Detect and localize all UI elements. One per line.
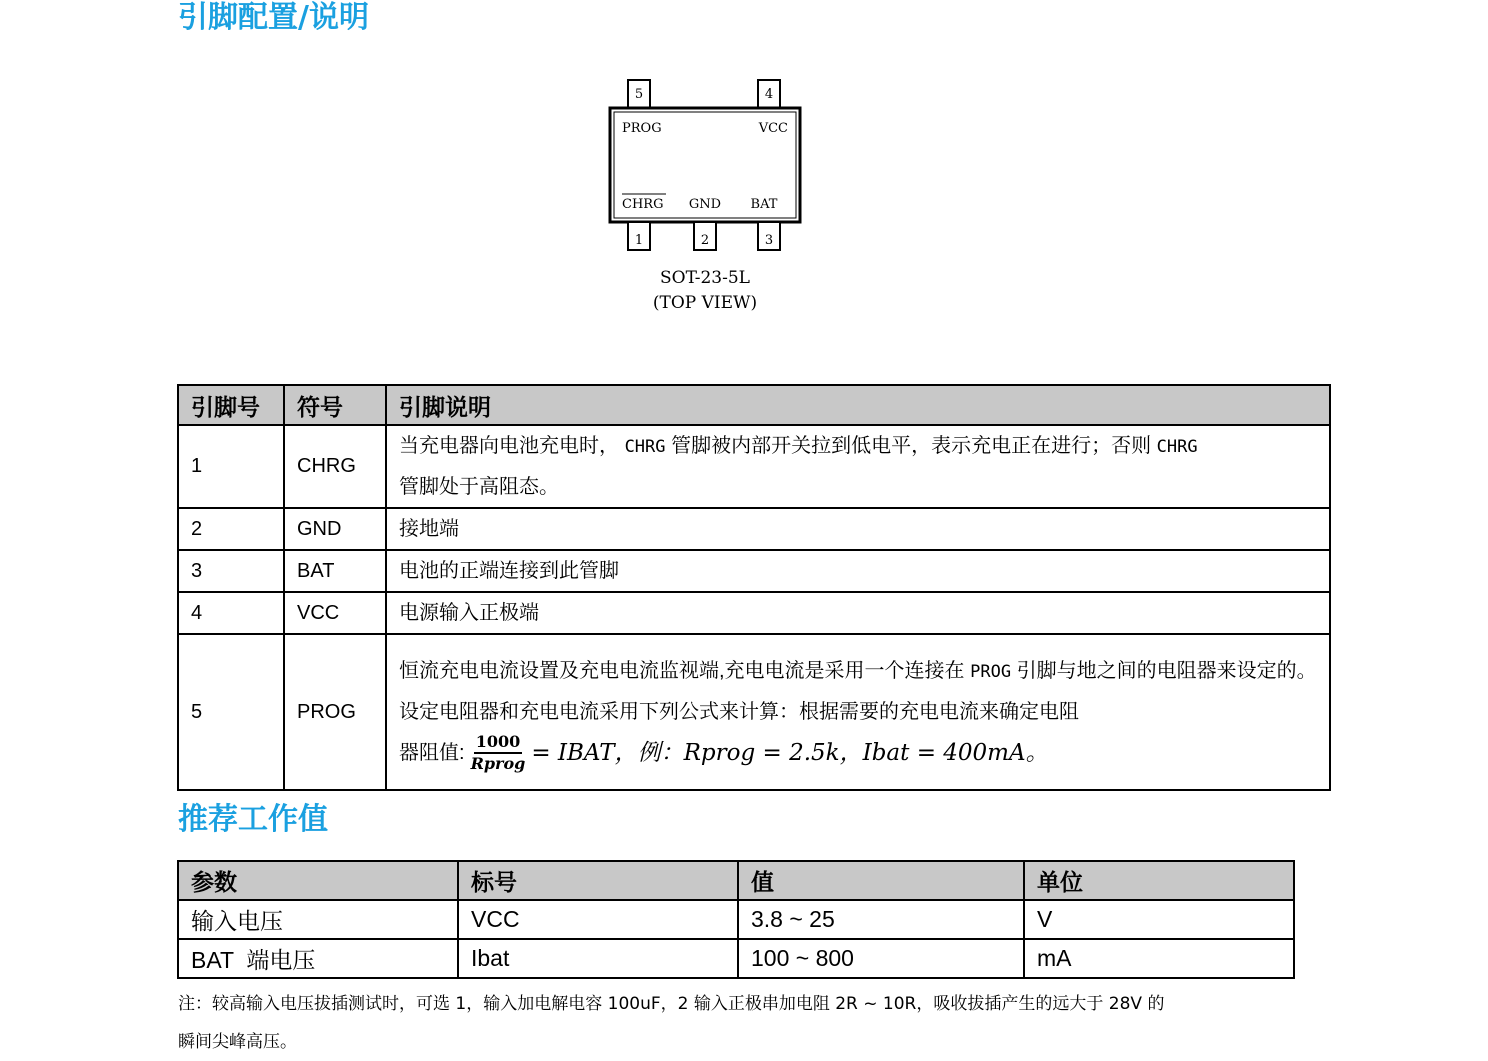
table-header-row: [178, 385, 1330, 425]
note-line-2: 瞬间尖峰高压。: [178, 1032, 297, 1052]
header-value: 值: [738, 861, 1024, 900]
formula-text: = IBAT，例：Rprog = 2.5k，Ibat = 400mA。: [531, 739, 1049, 766]
package-view: (TOP VIEW): [652, 293, 758, 313]
table-row: [178, 939, 1294, 978]
table-row: [178, 550, 1330, 592]
pin-symbol: GND: [284, 508, 386, 550]
pin-1-number: 1: [634, 233, 644, 248]
pin-description: 电池的正端连接到此管脚: [386, 550, 1330, 592]
table-header-row: [178, 861, 1294, 900]
pin-description: 接地端: [386, 508, 1330, 550]
desc-text: 引脚与地之间的电阻器来设定的。设定电阻器和充电电流采用下列公式来计算：根据需要的充电电流来确定电阻: [399, 659, 1317, 723]
section-title-recommended: 推荐工作值: [178, 802, 328, 837]
desc-text: 管脚被内部开关拉到低电平，表示充电正在进行；否则: [671, 435, 1152, 457]
header-symbol: 标号: [458, 861, 738, 900]
desc-text: 当充电器向电池充电时，: [399, 435, 619, 457]
desc-text: 管脚处于高阻态。: [399, 476, 559, 498]
sot23-pinout-diagram: [600, 72, 820, 322]
pin-2-number: 2: [700, 233, 710, 248]
symbol-cell: VCC: [458, 900, 738, 939]
header-description: 引脚说明: [386, 385, 1330, 425]
pin-description: [386, 634, 1330, 790]
pin-number: 4: [178, 592, 284, 634]
pin-4-number: 4: [764, 87, 774, 102]
pin-symbol: CHRG: [284, 425, 386, 508]
package-name: SOT-23-5L: [660, 268, 750, 288]
note-line-1: 注：较高输入电压拔插测试时，可选 1，输入加电解电容 100uF，2 输入正极串加电阻 2R ~ 10R，吸收拔插产生的远大于 28V 的: [178, 994, 1165, 1014]
desc-text: 恒流充电电流设置及充电电流监视端,充电电流是采用一个连接在: [399, 659, 965, 682]
param-cell: BAT 端电压: [178, 939, 458, 978]
symbol-cell: Ibat: [458, 939, 738, 978]
label-chrg: CHRG: [622, 197, 664, 212]
pin-number: 5: [178, 634, 284, 790]
header-pin-number: 引脚号: [178, 385, 284, 425]
desc-code: CHRG: [624, 437, 666, 457]
unit-cell: V: [1024, 900, 1294, 939]
value-cell: 3.8 ~ 25: [738, 900, 1024, 939]
pin-5-number: 5: [634, 87, 644, 102]
pin-number: 1: [178, 425, 284, 508]
table-row: [178, 508, 1330, 550]
formula-line: [399, 732, 1049, 774]
value-cell: 100 ~ 800: [738, 939, 1024, 978]
pin-3-number: 3: [764, 233, 774, 248]
pin-symbol: BAT: [284, 550, 386, 592]
label-prog: PROG: [622, 121, 662, 136]
table-row: [178, 592, 1330, 634]
fraction-numerator: 1000: [474, 732, 523, 754]
pin-number: 2: [178, 508, 284, 550]
pin-description: [386, 425, 1330, 508]
param-cell: 输入电压: [178, 900, 458, 939]
header-parameter: 参数: [178, 861, 458, 900]
recommended-values-table: [177, 860, 1295, 979]
table-row: [178, 900, 1294, 939]
table-row: [178, 425, 1330, 508]
unit-cell: mA: [1024, 939, 1294, 978]
desc-code: CHRG: [1156, 437, 1198, 457]
label-bat: BAT: [750, 197, 778, 212]
pin-description: 电源输入正极端: [386, 592, 1330, 634]
pin-symbol: PROG: [284, 634, 386, 790]
label-gnd: GND: [688, 197, 722, 212]
fraction-denominator: Rprog: [470, 753, 526, 773]
header-unit: 单位: [1024, 861, 1294, 900]
header-symbol: 符号: [284, 385, 386, 425]
formula-fraction: [471, 732, 526, 774]
pin-number: 3: [178, 550, 284, 592]
section-title-pin-config: 引脚配置/说明: [178, 0, 369, 35]
pin-symbol: VCC: [284, 592, 386, 634]
table-row: [178, 634, 1330, 790]
desc-code: PROG: [970, 661, 1012, 682]
pin-description-table: [177, 384, 1331, 791]
desc-text: 器阻值:: [399, 741, 465, 764]
label-vcc: VCC: [758, 121, 788, 136]
